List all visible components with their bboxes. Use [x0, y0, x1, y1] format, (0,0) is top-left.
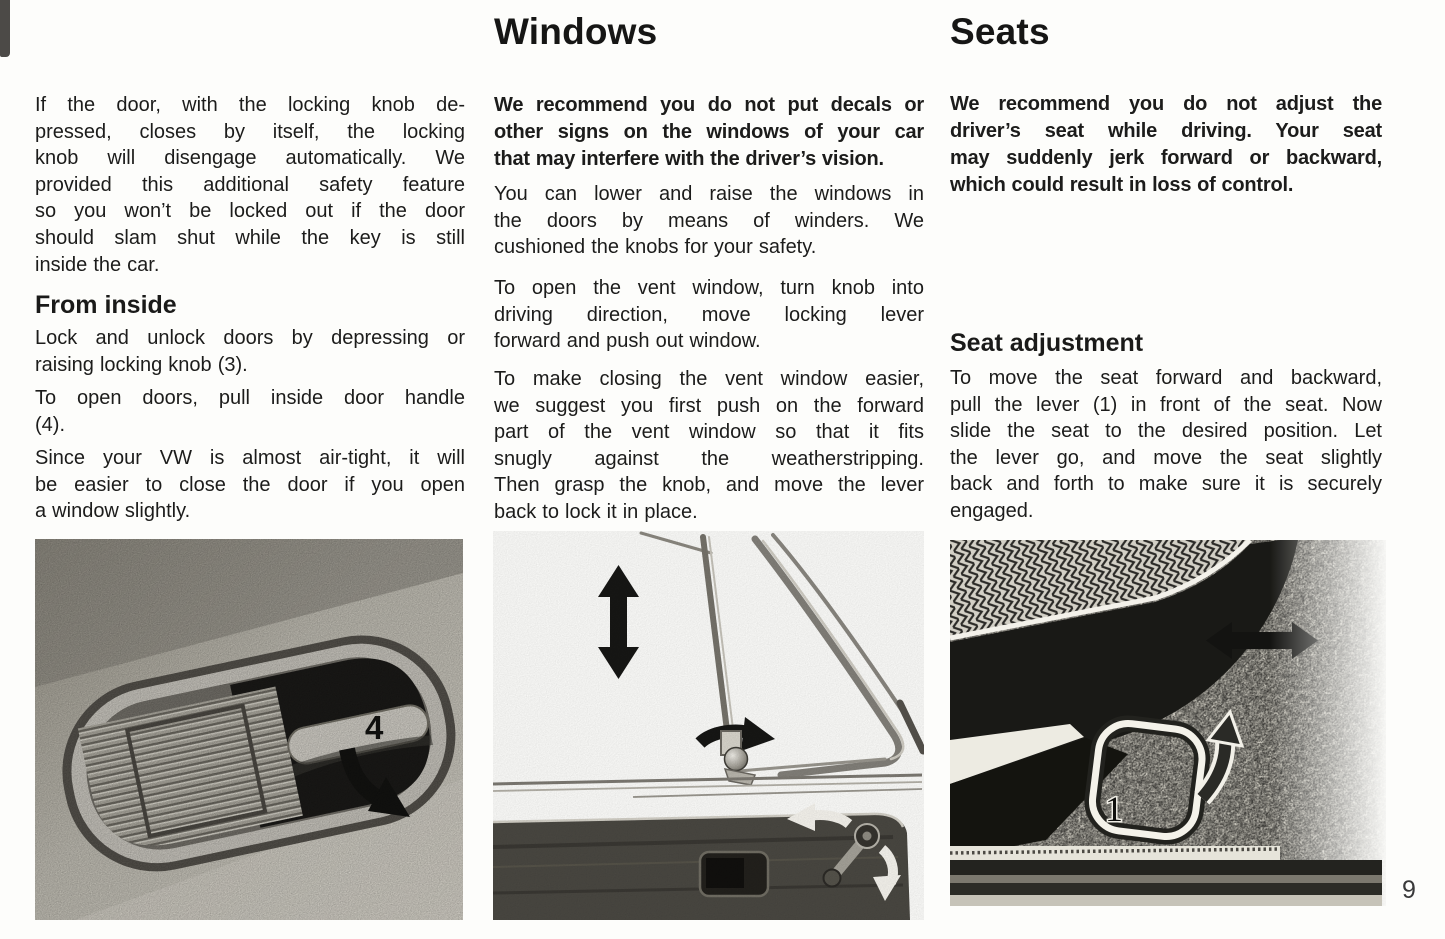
page-title-windows: Windows [494, 11, 658, 52]
warning-decals: We recommend you do not put decals or other signs on the windows of your car that may interfere with the driver’s vision. [494, 94, 924, 170]
paragraph-close-vent: To make closing the vent window easier, we suggest you first push on the forward part of the vent window so that it fits snugly against the weatherstripping. Then grasp the knob, and move the lever back to lock it in place. [494, 368, 924, 523]
scan-artifact-mark [0, 0, 10, 57]
vent-window-illustration [493, 531, 924, 920]
section-heading-seat-adjustment: Seat adjustment [950, 329, 1144, 357]
paragraph-seat-adjustment: To move the seat forward and backward, pull the lever (1) in front of the seat. Now slide the seat to the desired position. Let the lever go, and move the seat slightly back and forth to make sure it is securely engaged. [950, 367, 1382, 522]
paragraph-open-doors: To open doors, pull inside door handle (4). [35, 387, 465, 436]
door-handle-illustration [35, 539, 463, 920]
paragraph-air-tight: Since your VW is almost air-tight, it will be easier to close the door if you open a window slightly. [35, 447, 465, 523]
figure-label-1: 1 [1105, 789, 1123, 829]
photo-seat-lever [950, 540, 1386, 906]
photo-door-handle [35, 539, 463, 920]
figure-label-4: 4 [365, 709, 384, 746]
paragraph-winders: You can lower and raise the windows in the doors by means of winders. We cushioned the knobs for your safety. [494, 183, 924, 259]
warning-seat-adjust: We recommend you do not adjust the driver’s seat while driving. Your seat may suddenly jerk forward or backward, which could result in loss of control. [950, 93, 1382, 196]
page-title-seats: Seats [950, 11, 1050, 52]
section-heading-from-inside: From inside [35, 291, 177, 319]
paragraph-lock-unlock: Lock and unlock doors by depressing or raising locking knob (3). [35, 327, 465, 376]
seat-lever-illustration [950, 540, 1386, 906]
paragraph-auto-unlock: If the door, with the locking knob de- pressed, closes by itself, the locking knob will disengage automatically. We provided this additional safety feature so you won’t be locked out if the door should slam shut while the key is still inside the car. [35, 94, 465, 276]
page-number: 9 [1402, 876, 1416, 904]
photo-vent-window [493, 531, 924, 920]
paragraph-open-vent: To open the vent window, turn knob into driving direction, move locking lever forward and push out window. [494, 277, 924, 353]
